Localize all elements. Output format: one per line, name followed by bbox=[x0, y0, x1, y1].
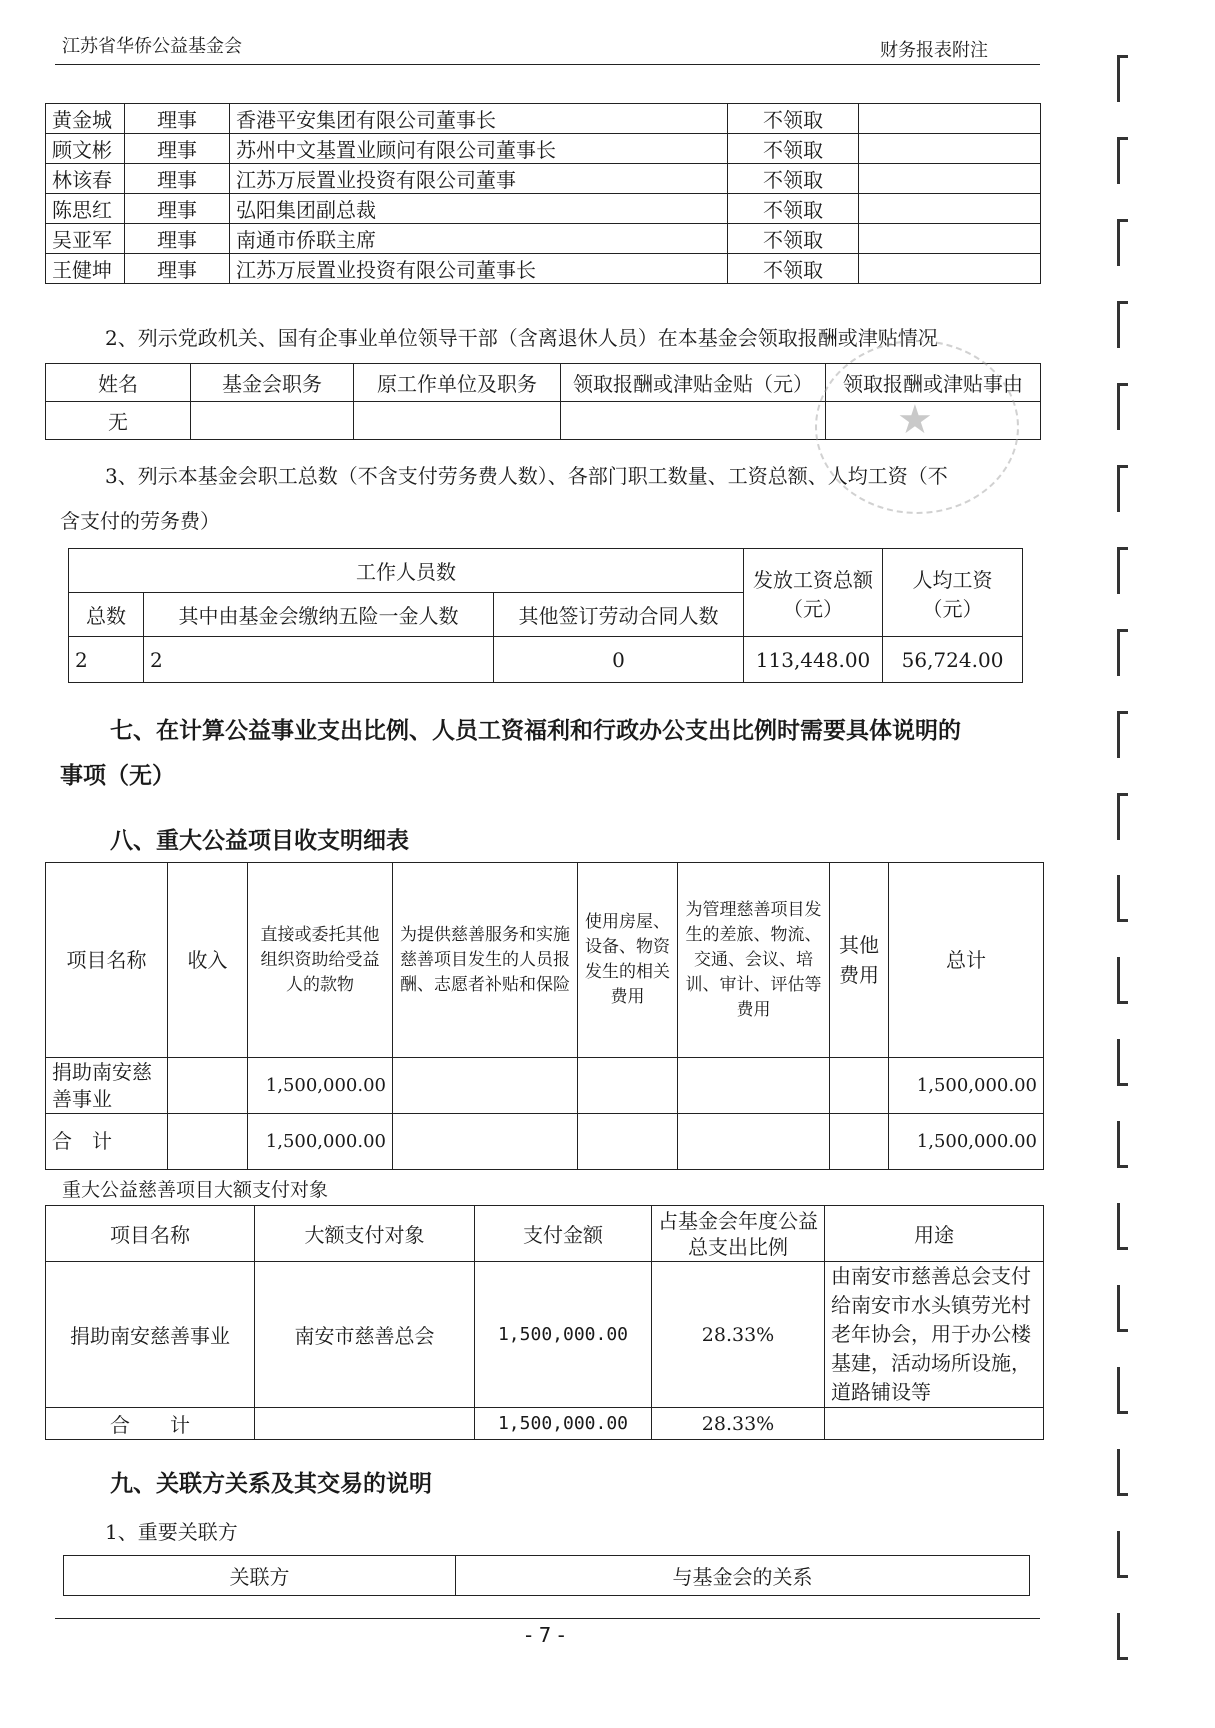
binding-mark bbox=[1117, 1367, 1128, 1414]
binding-mark bbox=[1117, 55, 1128, 102]
staff-insured-header: 其中由基金会缴纳五险一金人数 bbox=[144, 593, 494, 637]
director-pay: 不领取 bbox=[728, 134, 859, 164]
director-note bbox=[859, 164, 1041, 194]
large-cell: 1,500,000.00 bbox=[475, 1262, 652, 1408]
director-work: 苏州中文基置业顾问有限公司董事长 bbox=[230, 134, 728, 164]
related-header: 关联方 bbox=[64, 1556, 456, 1596]
section9-sub: 1、重要关联方 bbox=[105, 1520, 238, 1544]
director-note bbox=[859, 104, 1041, 134]
large-header: 大额支付对象 bbox=[255, 1206, 475, 1262]
director-note bbox=[859, 194, 1041, 224]
large-cell: 由南安市慈善总会支付给南安市水头镇劳光村老年协会，用于办公楼基建，活动场所设施，道路铺设等 bbox=[825, 1262, 1044, 1408]
director-pay: 不领取 bbox=[728, 104, 859, 134]
project-header: 使用房屋、设备、物资发生的相关费用 bbox=[578, 863, 678, 1058]
director-pay: 不领取 bbox=[728, 224, 859, 254]
project-header: 总计 bbox=[889, 863, 1044, 1058]
staff-other-header: 其他签订劳动合同人数 bbox=[494, 593, 744, 637]
binding-mark bbox=[1117, 465, 1128, 512]
director-row bbox=[46, 224, 1041, 254]
director-row bbox=[46, 254, 1041, 284]
binding-mark bbox=[1117, 137, 1128, 184]
footer-rule bbox=[55, 1618, 1040, 1619]
director-work: 弘阳集团副总裁 bbox=[230, 194, 728, 224]
officials-cell bbox=[354, 402, 561, 440]
project-cell: 合 计 bbox=[46, 1114, 168, 1170]
project-header: 为管理慈善项目发生的差旅、物流、交通、会议、培训、审计、评估等费用 bbox=[678, 863, 830, 1058]
large-header: 支付金额 bbox=[475, 1206, 652, 1262]
project-cell: 1,500,000.00 bbox=[889, 1058, 1044, 1114]
large-cell: 捐助南安慈善事业 bbox=[46, 1262, 255, 1408]
project-cell bbox=[168, 1114, 248, 1170]
project-cell bbox=[578, 1114, 678, 1170]
staff-other: 0 bbox=[494, 637, 744, 683]
director-note bbox=[859, 254, 1041, 284]
large-cell: 1,500,000.00 bbox=[475, 1408, 652, 1440]
large-cell: 南安市慈善总会 bbox=[255, 1262, 475, 1408]
salary-avg: 56,724.00 bbox=[883, 637, 1023, 683]
officials-header: 基金会职务 bbox=[191, 364, 354, 402]
officials-table bbox=[45, 363, 1041, 440]
director-role: 理事 bbox=[125, 194, 230, 224]
officials-header: 领取报酬或津贴金贴（元） bbox=[561, 364, 826, 402]
project-cell bbox=[578, 1058, 678, 1114]
large-cell: 合 计 bbox=[46, 1408, 255, 1440]
item3-line2: 含支付的劳务费） bbox=[60, 509, 220, 533]
related-party-table bbox=[63, 1555, 1030, 1596]
large-cell: 28.33% bbox=[652, 1262, 825, 1408]
large-payment-title: 重大公益慈善项目大额支付对象 bbox=[62, 1179, 329, 1201]
director-row bbox=[46, 194, 1041, 224]
project-cell bbox=[393, 1114, 578, 1170]
director-pay: 不领取 bbox=[728, 254, 859, 284]
director-row bbox=[46, 134, 1041, 164]
director-role: 理事 bbox=[125, 224, 230, 254]
director-role: 理事 bbox=[125, 134, 230, 164]
section7-line2: 事项（无） bbox=[60, 762, 175, 789]
large-header: 占基金会年度公益总支出比例 bbox=[652, 1206, 825, 1262]
officials-header: 姓名 bbox=[46, 364, 191, 402]
project-header: 收入 bbox=[168, 863, 248, 1058]
large-header: 项目名称 bbox=[46, 1206, 255, 1262]
director-name: 黄金城 bbox=[46, 104, 125, 134]
officials-header: 领取报酬或津贴事由 bbox=[826, 364, 1041, 402]
salary-avg-header: 人均工资（元） bbox=[883, 549, 1023, 637]
directors-table bbox=[45, 103, 1041, 284]
binding-mark bbox=[1117, 547, 1128, 594]
binding-mark bbox=[1117, 629, 1128, 676]
binding-mark bbox=[1117, 793, 1128, 840]
binding-mark bbox=[1117, 1531, 1128, 1578]
director-role: 理事 bbox=[125, 254, 230, 284]
project-header: 项目名称 bbox=[46, 863, 168, 1058]
staff-total: 2 bbox=[69, 637, 144, 683]
officials-header: 原工作单位及职务 bbox=[354, 364, 561, 402]
org-name: 江苏省华侨公益基金会 bbox=[62, 36, 242, 57]
binding-mark bbox=[1117, 1285, 1128, 1332]
officials-cell bbox=[826, 402, 1041, 440]
director-role: 理事 bbox=[125, 164, 230, 194]
large-header: 用途 bbox=[825, 1206, 1044, 1262]
binding-mark bbox=[1117, 711, 1128, 758]
director-work: 南通市侨联主席 bbox=[230, 224, 728, 254]
project-cell bbox=[168, 1058, 248, 1114]
director-name: 陈思红 bbox=[46, 194, 125, 224]
project-cell: 捐助南安慈善事业 bbox=[46, 1058, 168, 1114]
director-note bbox=[859, 134, 1041, 164]
project-cell bbox=[678, 1058, 830, 1114]
director-row bbox=[46, 164, 1041, 194]
director-work: 江苏万辰置业投资有限公司董事长 bbox=[230, 254, 728, 284]
item2-text: 2、列示党政机关、国有企事业单位领导干部（含离退休人员）在本基金会领取报酬或津贴情况 bbox=[105, 326, 938, 350]
staff-insured: 2 bbox=[144, 637, 494, 683]
director-pay: 不领取 bbox=[728, 164, 859, 194]
item3-line1: 3、列示本基金会职工总数（不含支付劳务费人数）、各部门职工数量、工资总额、人均工资（不 bbox=[105, 464, 948, 488]
staff-total-header: 总数 bbox=[69, 593, 144, 637]
section7-line1: 七、在计算公益事业支出比例、人员工资福利和行政办公支出比例时需要具体说明的 bbox=[110, 717, 961, 744]
page-number: - 7 - bbox=[525, 1623, 565, 1647]
binding-mark bbox=[1117, 383, 1128, 430]
officials-cell bbox=[561, 402, 826, 440]
binding-mark bbox=[1117, 1613, 1128, 1660]
project-header: 为提供慈善服务和实施慈善项目发生的人员报酬、志愿者补贴和保险 bbox=[393, 863, 578, 1058]
large-payment-table bbox=[45, 1205, 1044, 1440]
large-cell bbox=[825, 1408, 1044, 1440]
project-cell bbox=[830, 1058, 889, 1114]
report-title: 财务报表附注 bbox=[880, 40, 988, 61]
project-cell bbox=[830, 1114, 889, 1170]
salary-total: 113,448.00 bbox=[744, 637, 883, 683]
project-cell: 1,500,000.00 bbox=[248, 1114, 393, 1170]
binding-mark bbox=[1117, 957, 1128, 1004]
binding-mark bbox=[1117, 1449, 1128, 1496]
binding-mark bbox=[1117, 219, 1128, 266]
project-table bbox=[45, 862, 1044, 1170]
director-work: 江苏万辰置业投资有限公司董事 bbox=[230, 164, 728, 194]
director-row bbox=[46, 104, 1041, 134]
director-name: 林该春 bbox=[46, 164, 125, 194]
project-cell bbox=[678, 1114, 830, 1170]
large-cell bbox=[255, 1408, 475, 1440]
staff-group-header: 工作人员数 bbox=[69, 549, 744, 593]
binding-mark bbox=[1117, 1121, 1128, 1168]
officials-cell: 无 bbox=[46, 402, 191, 440]
binding-mark bbox=[1117, 875, 1128, 922]
binding-mark bbox=[1117, 1203, 1128, 1250]
officials-cell bbox=[191, 402, 354, 440]
director-name: 吴亚军 bbox=[46, 224, 125, 254]
project-cell bbox=[393, 1058, 578, 1114]
binding-mark bbox=[1117, 1039, 1128, 1086]
project-cell: 1,500,000.00 bbox=[248, 1058, 393, 1114]
project-header: 其他费用 bbox=[830, 863, 889, 1058]
staff-table bbox=[68, 548, 1023, 683]
header-rule bbox=[55, 64, 1040, 65]
project-cell: 1,500,000.00 bbox=[889, 1114, 1044, 1170]
section9-title: 九、关联方关系及其交易的说明 bbox=[110, 1470, 432, 1497]
director-role: 理事 bbox=[125, 104, 230, 134]
related-header: 与基金会的关系 bbox=[456, 1556, 1030, 1596]
large-cell: 28.33% bbox=[652, 1408, 825, 1440]
director-name: 顾文彬 bbox=[46, 134, 125, 164]
director-work: 香港平安集团有限公司董事长 bbox=[230, 104, 728, 134]
project-header: 直接或委托其他组织资助给受益人的款物 bbox=[248, 863, 393, 1058]
director-name: 王健坤 bbox=[46, 254, 125, 284]
director-pay: 不领取 bbox=[728, 194, 859, 224]
salary-total-header: 发放工资总额（元） bbox=[744, 549, 883, 637]
section8-title: 八、重大公益项目收支明细表 bbox=[110, 827, 409, 854]
director-note bbox=[859, 224, 1041, 254]
binding-mark bbox=[1117, 301, 1128, 348]
